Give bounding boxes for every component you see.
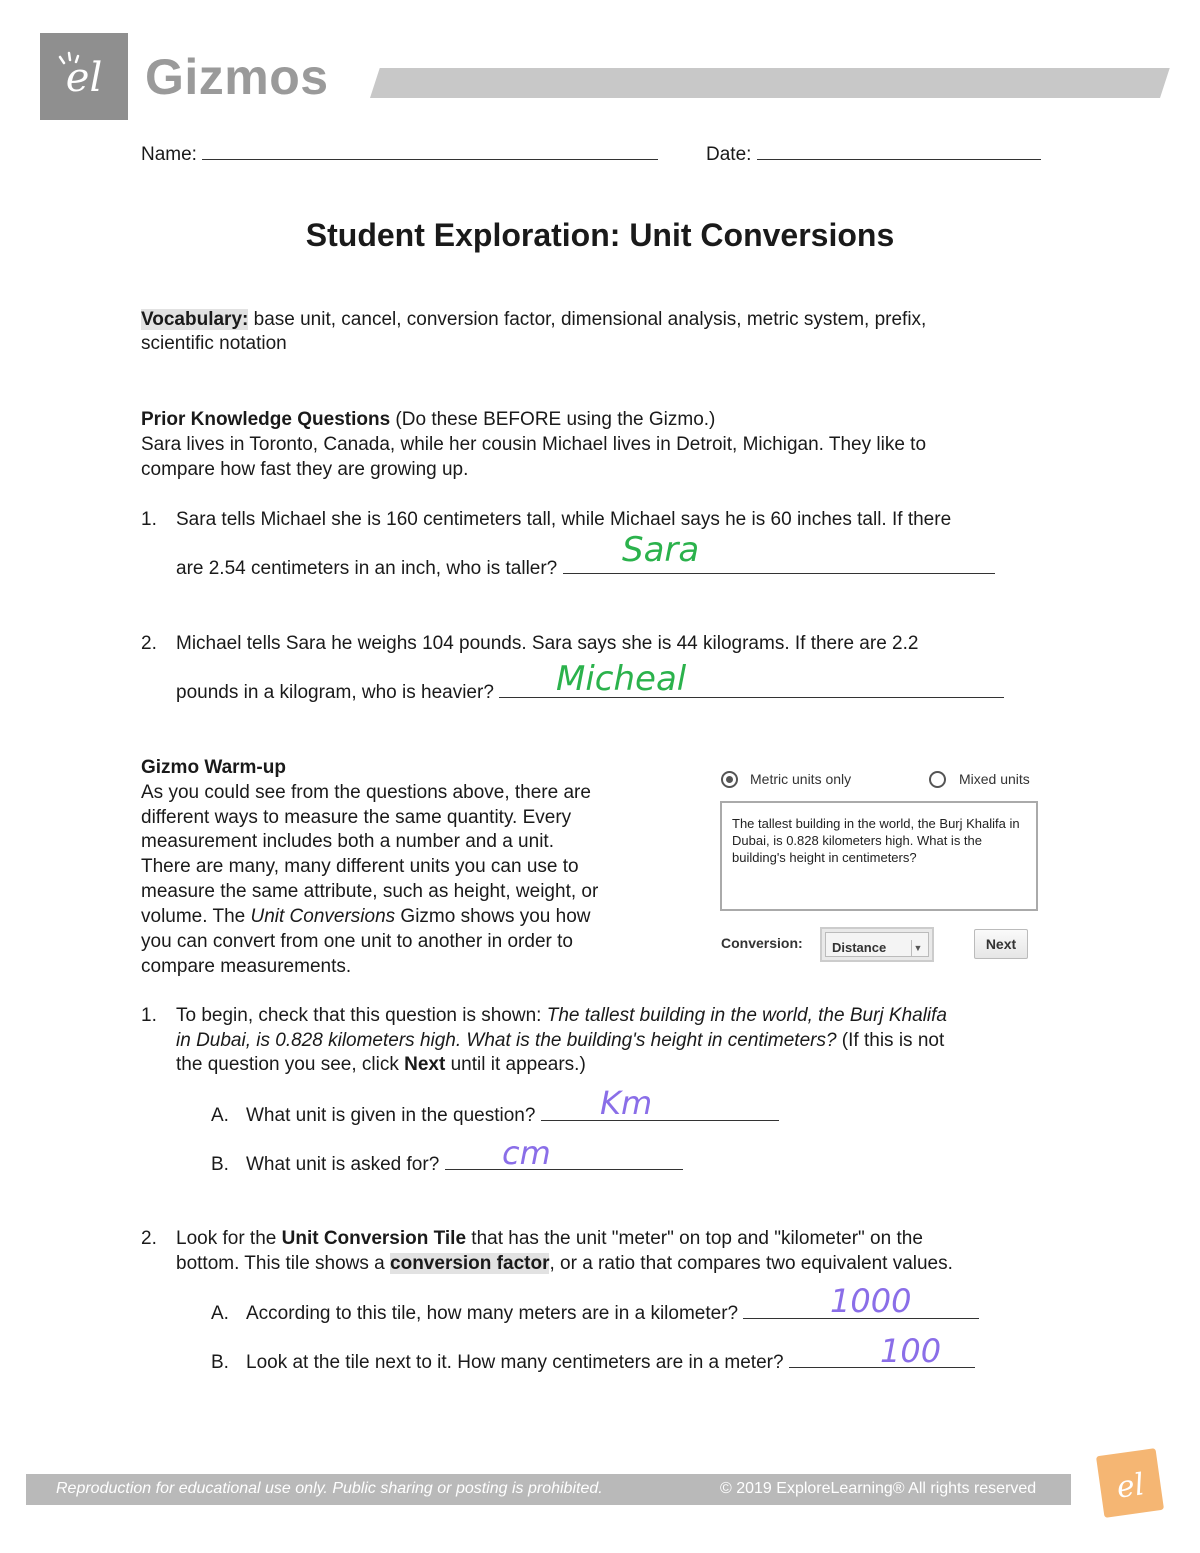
warmup-line-8: compare measurements. [141,956,352,977]
warmup-line-5: measure the same attribute, such as height, weight, or [141,881,599,902]
footer-copyright: © 2019 ExploreLearning® All rights reserved [720,1480,1037,1497]
pk-q2-text: pounds in a kilogram, who is heavier? [176,682,494,703]
metric-units-radio[interactable] [721,771,738,788]
mixed-units-radio[interactable] [929,771,946,788]
prior-knowledge-heading-line [141,408,715,432]
act-q1-line3-pre: the question you see, click [176,1054,405,1075]
warmup-heading: Gizmo Warm-up [141,757,286,778]
vocabulary-label: Vocabulary: [141,309,249,330]
pk-q1-line2 [176,557,995,581]
footer-notice: Reproduction for educational use only. Public sharing or posting is prohibited. [56,1480,603,1497]
act-q1b-line [246,1153,683,1177]
act-q1-line1 [176,1004,947,1028]
act-q2-line2 [176,1252,953,1276]
act-q1b-text: What unit is asked for? [246,1154,440,1175]
date-line [757,143,1041,160]
act-q2a-answer: 1000 [830,1282,912,1320]
svg-text:el: el [1114,1467,1147,1506]
prior-knowledge-intro-1: Sara lives in Toronto, Canada, while her cousin Michael lives in Detroit, Michigan. They like to [141,434,927,455]
svg-text:el: el [65,55,103,101]
act-q2b-letter: B. [211,1352,229,1373]
el-logo-icon [1096,1448,1164,1518]
act-q1b-answer-line[interactable] [445,1153,683,1170]
act-q1a-answer-line[interactable] [541,1104,779,1121]
act-q2a-text: According to this tile, how many meters are in a kilometer? [246,1303,739,1324]
date-field[interactable] [706,143,1041,167]
act-q1-italic-1: The tallest building in the world, the Burj Khalifa [546,1005,947,1026]
act-q1-number: 1. [141,1005,157,1026]
date-label: Date: [706,144,752,165]
vocabulary-text-2: scientific notation [141,333,287,354]
name-line [202,143,658,160]
act-q1-line3 [176,1053,586,1077]
pk-q1-line1: Sara tells Michael she is 160 centimeters tall, while Michael says he is 60 inches tall. If there [176,509,952,530]
act-q2-l2-pre: bottom. This tile shows a [176,1253,391,1274]
act-q1b-answer: cm [502,1134,551,1172]
act-q2-l2-post: , or a ratio that compares two equivalent values. [549,1253,953,1274]
act-q1-post-2: (If this is not [836,1030,945,1051]
gizmo-question-box: The tallest building in the world, the Burj Khalifa in Dubai, is 0.828 kilometers high. What is the building's height in centimeters? [720,801,1038,911]
act-q2b-answer: 100 [880,1332,942,1370]
prior-knowledge-heading: Prior Knowledge Questions [141,409,391,430]
act-q2-l1-pre: Look for the [176,1228,282,1249]
vocabulary-line-1 [141,308,926,332]
header-bar [370,68,1170,98]
metric-units-label: Metric units only [750,771,852,787]
name-field[interactable] [141,143,658,167]
chevron-down-icon[interactable]: ▼ [911,940,924,957]
pk-q1-answer: Sara [622,530,700,570]
warmup-line-4: There are many, many different units you can use to [141,856,579,877]
act-q2-l1-bold: Unit Conversion Tile [281,1228,467,1249]
brand-name: Gizmos [145,49,329,105]
conversion-value: Distance [832,940,887,955]
act-q1-pre: To begin, check that this question is shown: [176,1005,547,1026]
next-button[interactable]: Next [974,929,1028,959]
act-q2-number: 2. [141,1228,157,1249]
prior-knowledge-note: (Do these BEFORE using the Gizmo.) [390,409,716,430]
act-q2-l2-highlight: conversion factor [390,1253,550,1274]
pk-q1-text: are 2.54 centimeters in an inch, who is taller? [176,558,558,579]
act-q2-line1 [176,1227,923,1251]
name-label: Name: [141,144,197,165]
pk-q2-answer: Micheal [556,659,687,699]
conversion-label: Conversion: [721,935,803,951]
el-logo-icon [40,33,128,120]
warmup-line-3: measurement includes both a number and a unit. [141,831,554,852]
act-q1-next-word: Next [404,1054,446,1075]
warmup-line-6 [141,905,591,929]
page-title: Student Exploration: Unit Conversions [305,217,895,253]
act-q2-l1-post: that has the unit "meter" on top and "kilometer" on the [466,1228,923,1249]
act-q1a-line [246,1104,779,1128]
warmup-line-2: different ways to measure the same quantity. Every [141,807,572,828]
act-q2b-line [246,1351,975,1375]
act-q1b-letter: B. [211,1154,229,1175]
warmup-gizmo-name: Unit Conversions [250,906,396,927]
prior-knowledge-intro-2: compare how fast they are growing up. [141,459,469,480]
act-q2a-letter: A. [211,1303,229,1324]
act-q1-line3-post: until it appears.) [445,1054,586,1075]
warmup-line-6-post: Gizmo shows you how [395,906,591,927]
act-q1a-text: What unit is given in the question? [246,1105,536,1126]
pk-q1-number: 1. [141,509,157,530]
warmup-line-6-pre: volume. The [141,906,251,927]
warmup-line-1: As you could see from the questions above, there are [141,782,591,803]
act-q1-italic-2: in Dubai, is 0.828 kilometers high. What is the building's height in centimeters? [176,1030,837,1051]
mixed-units-label: Mixed units [959,771,1030,787]
conversion-select[interactable] [820,927,934,962]
pk-q2-line1: Michael tells Sara he weighs 104 pounds. Sara says she is 44 kilograms. If there are 2.2 [176,633,919,654]
pk-q2-number: 2. [141,633,157,654]
warmup-line-7: you can convert from one unit to another in order to [141,931,573,952]
radio-selected-dot [726,776,733,783]
act-q1a-letter: A. [211,1105,229,1126]
act-q2b-text: Look at the tile next to it. How many centimeters are in a meter? [246,1352,784,1373]
act-q1-line2 [176,1029,944,1053]
act-q1a-answer: Km [600,1084,653,1122]
conversion-select-value [825,932,929,957]
vocabulary-text-1: base unit, cancel, conversion factor, dimensional analysis, metric system, prefix, [248,309,927,330]
